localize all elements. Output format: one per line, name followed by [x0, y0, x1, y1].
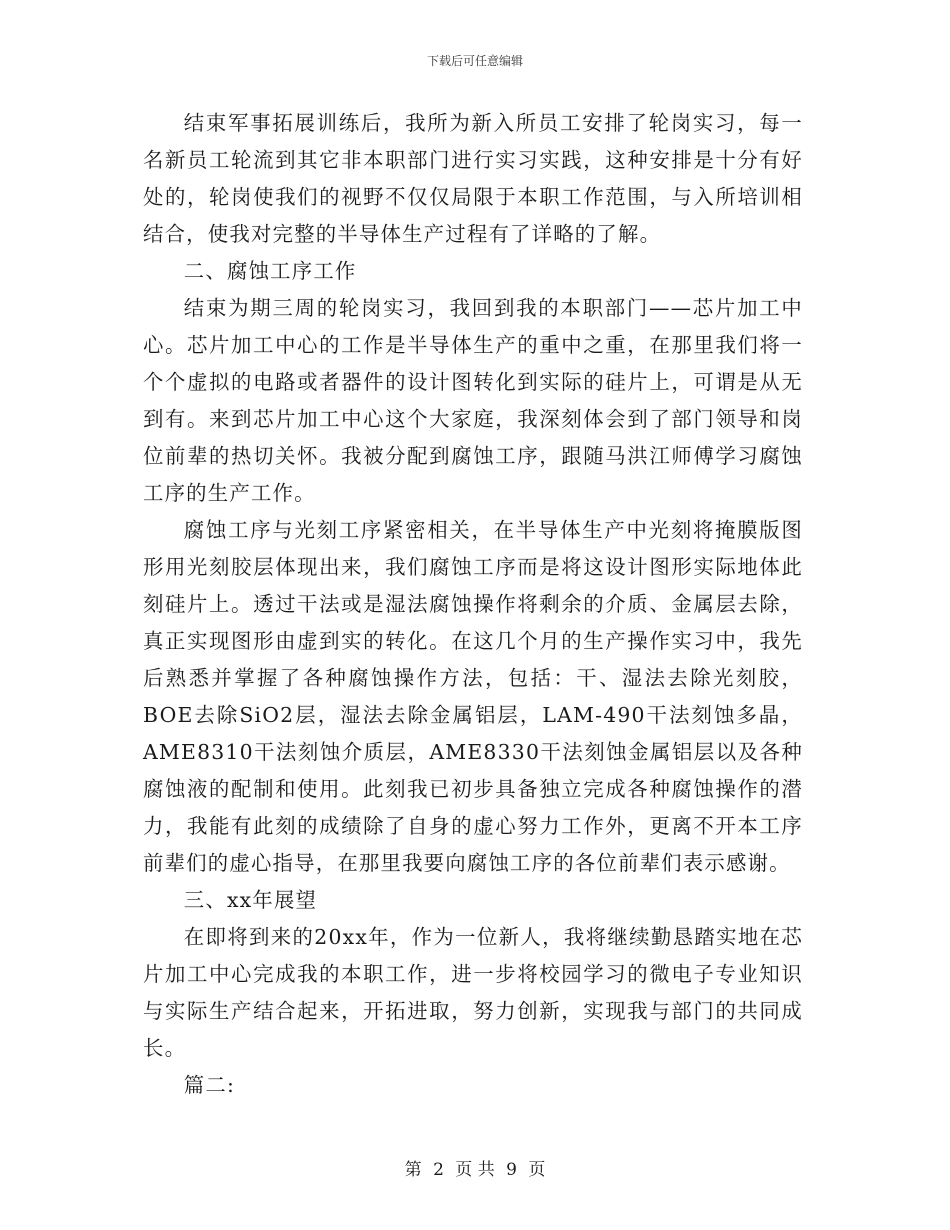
section-heading-part-two: 篇二: — [183, 1073, 236, 1097]
footer-prefix: 第 — [404, 1160, 422, 1180]
footer-page-number: 2 — [433, 1160, 444, 1180]
paragraph-rotation-internship: 结束军事拓展训练后，我所为新入所员工安排了轮岗实习，每一名新员工轮流到其它非本职部门进行实习实践，这种安排是十分有好处的，轮岗使我们的视野不仅仅局限于本职工作范围，与入所培训相结合，使我对完整的半导体生产过程有了详略的了解。 — [143, 111, 803, 246]
document-body — [143, 105, 803, 1104]
footer-suffix: 页 — [528, 1160, 546, 1180]
section-heading-etching: 二、腐蚀工序工作 — [183, 259, 357, 283]
footer-mid: 页 共 — [455, 1160, 495, 1180]
paragraph-chip-center: 结束为期三周的轮岗实习，我回到我的本职部门——芯片加工中心。芯片加工中心的工作是半导体生产的重中之重，在那里我们将一个个虚拟的电路或者器件的设计图转化到实际的硅片上，可谓是从无到有。来到芯片加工中心这个大家庭，我深刻体会到了部门领导和岗位前辈的热切关怀。我被分配到腐蚀工序，跟随马洪江师傅学习腐蚀工序的生产工作。 — [143, 296, 803, 505]
page-header-note: 下载后可任意编辑 — [426, 54, 523, 68]
paragraph-etching-process: 腐蚀工序与光刻工序紧密相关，在半导体生产中光刻将掩膜版图形用光刻胶层体现出来，我们腐蚀工序而是将这设计图形实际地体此刻硅片上。透过干法或是湿法腐蚀操作将剩余的介质、金属层去除，真正实现图形由虚到实的转化。在这几个月的生产操作实习中，我先后熟悉并掌握了各种腐蚀操作方法，包括：干、湿法去除光刻胶，BOE去除SiO2层，湿法去除金属铝层，LAM-490干法刻蚀多晶，AME8310干法刻蚀介质层，AME8330干法刻蚀金属铝层以及各种腐蚀液的配制和使用。此刻我已初步具备独立完成各种腐蚀操作的潜力，我能有此刻的成绩除了自身的虚心努力工作外，更离不开本工序前辈们的虚心指导，在那里我要向腐蚀工序的各位前辈们表示感谢。 — [143, 518, 803, 875]
section-heading-outlook: 三、xx年展望 — [183, 888, 318, 912]
page-footer — [0, 1155, 950, 1180]
paragraph-outlook: 在即将到来的20xx年，作为一位新人，我将继续勤恳踏实地在芯片加工中心完成我的本职工作，进一步将校园学习的微电子专业知识与实际生产结合起来，开拓进取，努力创新，实现我与部门的共同成长。 — [143, 925, 803, 1060]
footer-total-pages: 9 — [506, 1160, 517, 1180]
